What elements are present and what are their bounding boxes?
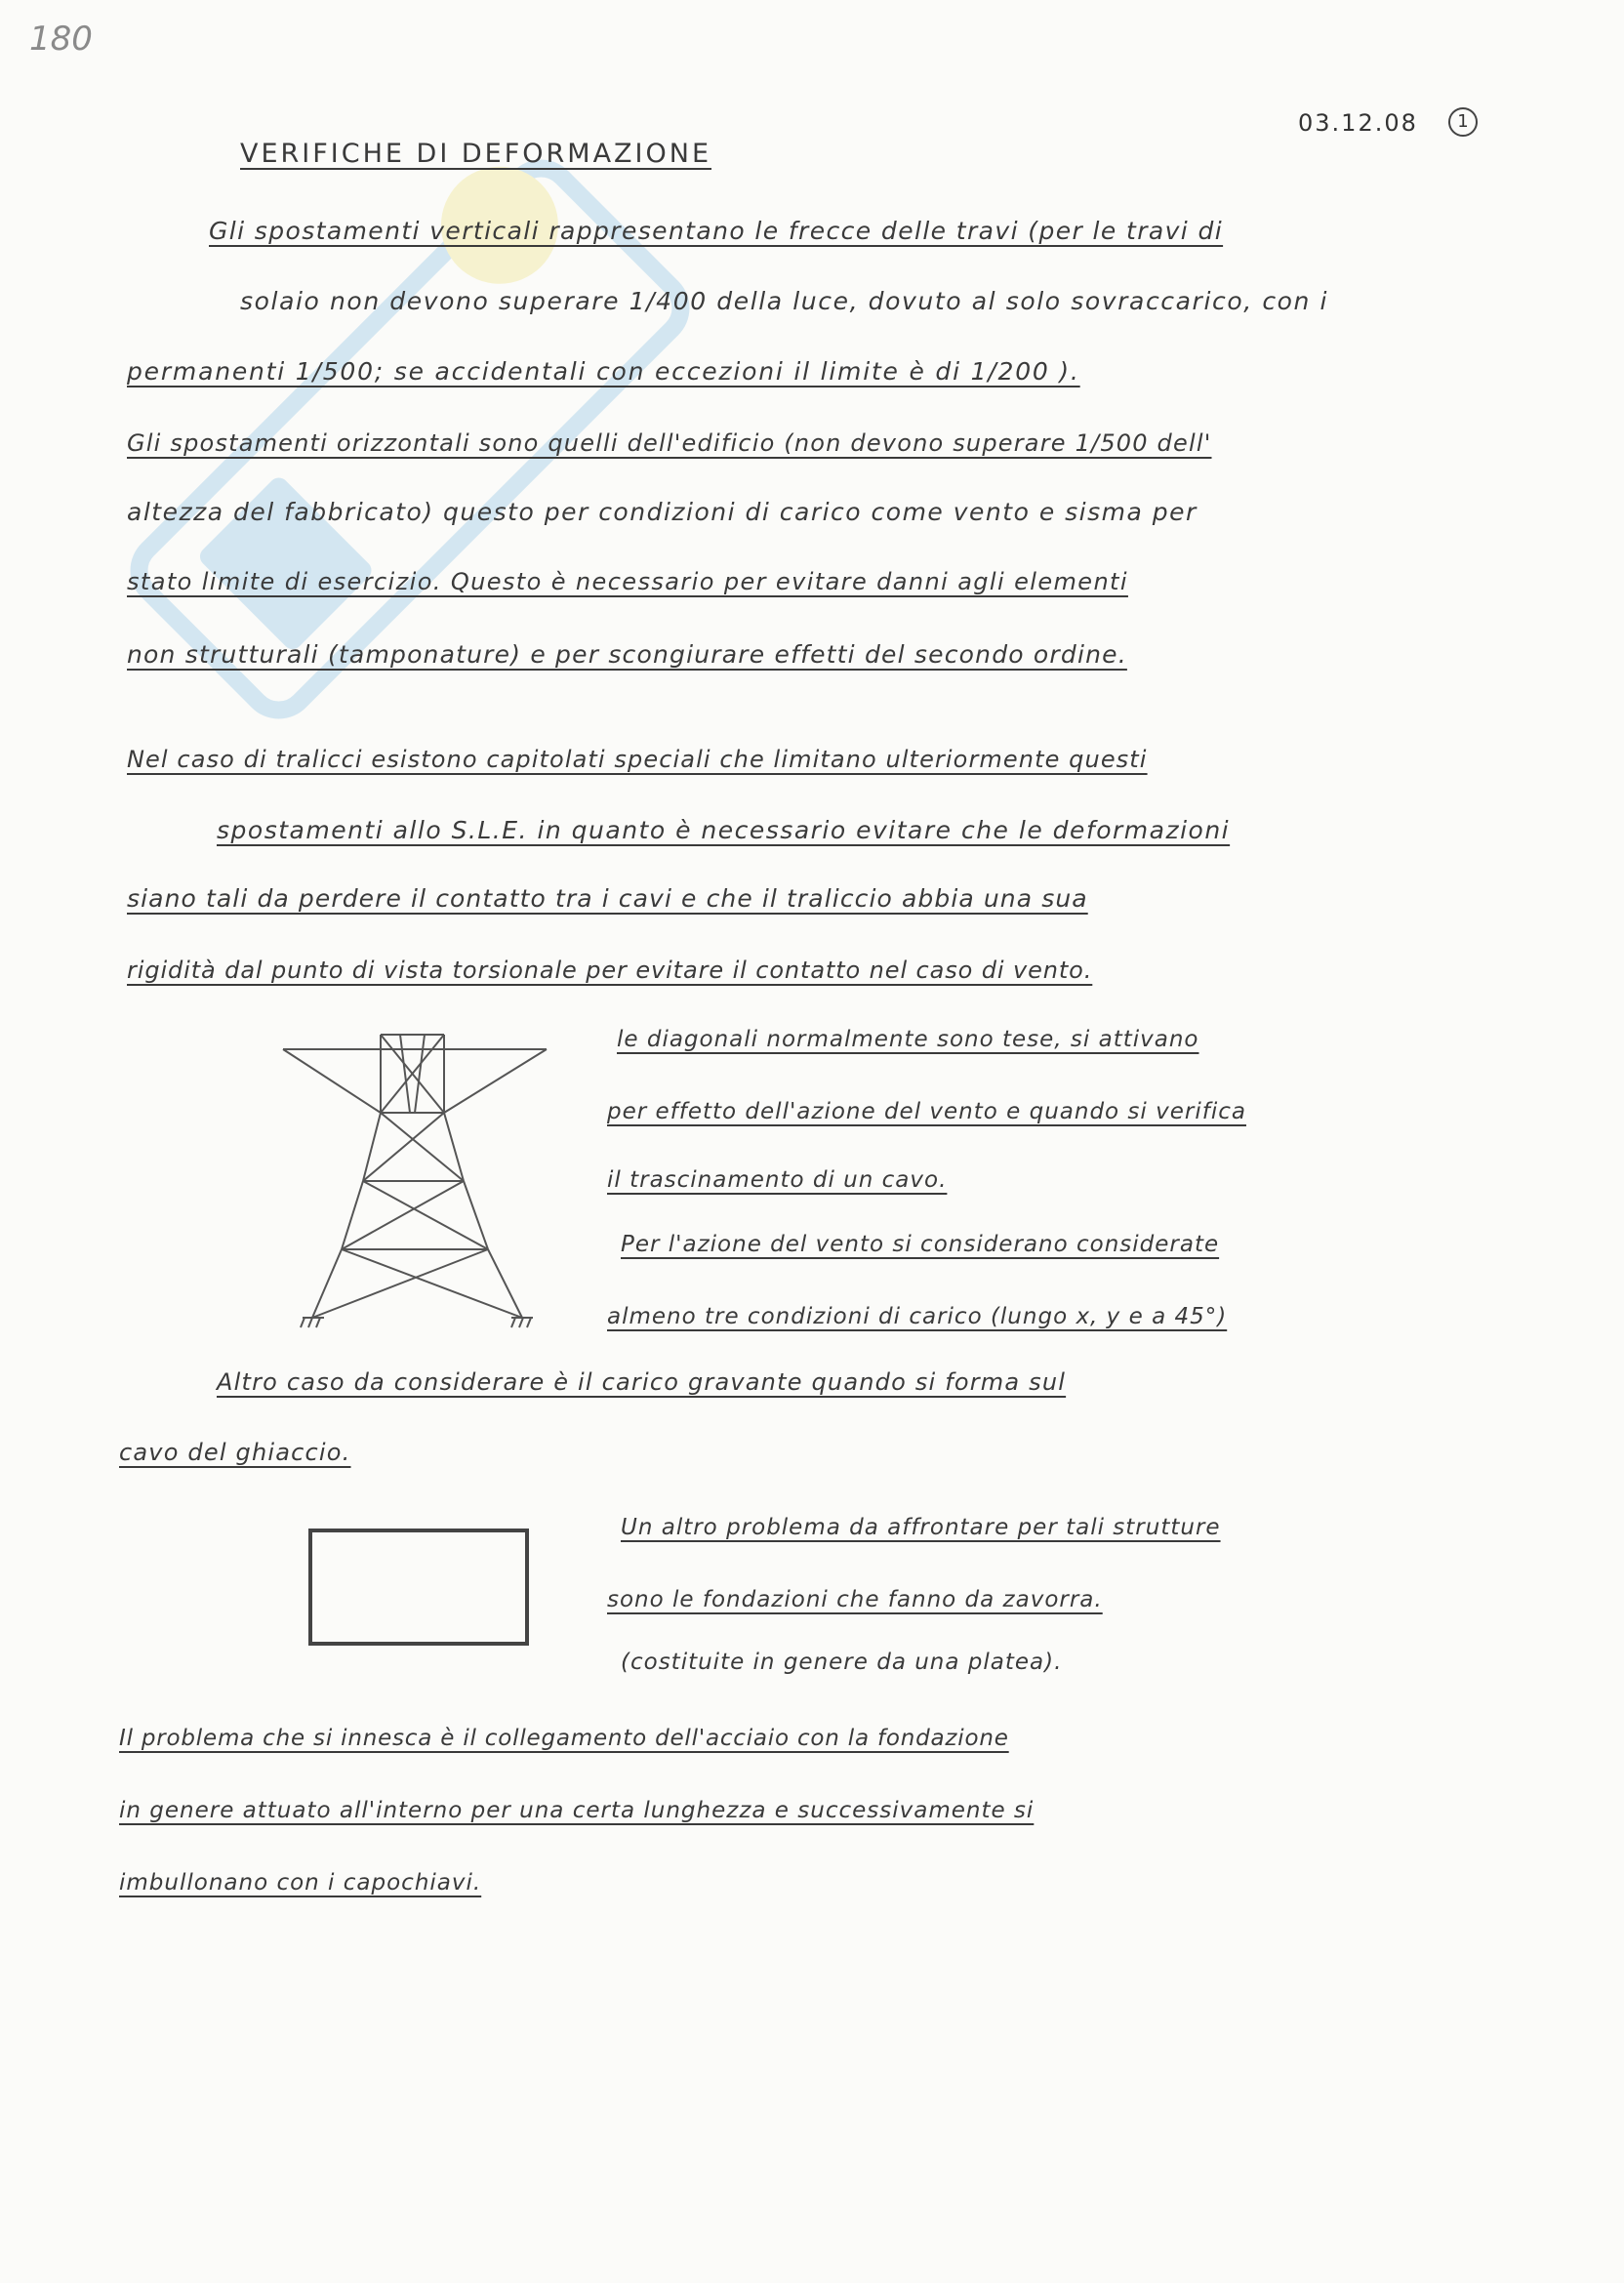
text-line: Per l'azione del vento si considerano considerate	[621, 1232, 1220, 1257]
text-line: imbullonano con i capochiavi.	[119, 1870, 482, 1896]
text-line: non strutturali (tamponature) e per scongiurare effetti del secondo ordine.	[127, 640, 1127, 669]
text-line: almeno tre condizioni di carico (lungo x, y e a 45°)	[607, 1304, 1228, 1329]
text-line: il trascinamento di un cavo.	[607, 1167, 948, 1193]
text-line: Nel caso di tralicci esistono capitolati speciali che limitano ulteriormente questi	[127, 746, 1148, 773]
page-title: VERIFICHE DI DEFORMAZIONE	[240, 139, 712, 169]
text-line: altezza del fabbricato) questo per condizioni di carico come vento e sisma per	[127, 498, 1198, 526]
foundation-sketch	[308, 1529, 529, 1646]
text-line: solaio non devono superare 1/400 della luce, dovuto al solo sovraccarico, con i	[240, 287, 1329, 315]
text-line: stato limite di esercizio. Questo è necessario per evitare danni agli elementi	[127, 568, 1128, 595]
lattice-tower-sketch	[273, 1025, 566, 1347]
text-line: in genere attuato all'interno per una certa lunghezza e successivamente si	[119, 1798, 1035, 1823]
text-line: cavo del ghiaccio.	[119, 1439, 351, 1466]
text-line: sono le fondazioni che fanno da zavorra.	[607, 1587, 1103, 1612]
text-line: rigidità dal punto di vista torsionale per evitare il contatto nel caso di vento.	[127, 957, 1093, 984]
text-line: siano tali da perdere il contatto tra i cavi e che il traliccio abbia una sua	[127, 884, 1088, 913]
text-line: spostamenti allo S.L.E. in quanto è necessario evitare che le deformazioni	[217, 816, 1231, 844]
text-line: permanenti 1/500; se accidentali con eccezioni il limite è di 1/200 ).	[127, 357, 1080, 386]
text-line: Un altro problema da affrontare per tali strutture	[621, 1515, 1221, 1540]
text-line: le diagonali normalmente sono tese, si attivano	[617, 1027, 1199, 1052]
text-line: Altro caso da considerare è il carico gravante quando si forma sul	[217, 1368, 1067, 1396]
page-number: 1	[1448, 107, 1478, 137]
corner-note: 180	[29, 20, 93, 59]
text-line: per effetto dell'azione del vento e quando si verifica	[607, 1099, 1246, 1124]
text-line: (costituite in genere da una platea).	[621, 1650, 1063, 1675]
text-line: Gli spostamenti verticali rappresentano le frecce delle travi (per le travi di	[209, 217, 1224, 245]
date: 03.12.08	[1298, 109, 1418, 137]
text-line: Gli spostamenti orizzontali sono quelli dell'edificio (non devono superare 1/500 dell'	[127, 429, 1212, 457]
text-line: Il problema che si innesca è il collegamento dell'acciaio con la fondazione	[119, 1726, 1009, 1751]
